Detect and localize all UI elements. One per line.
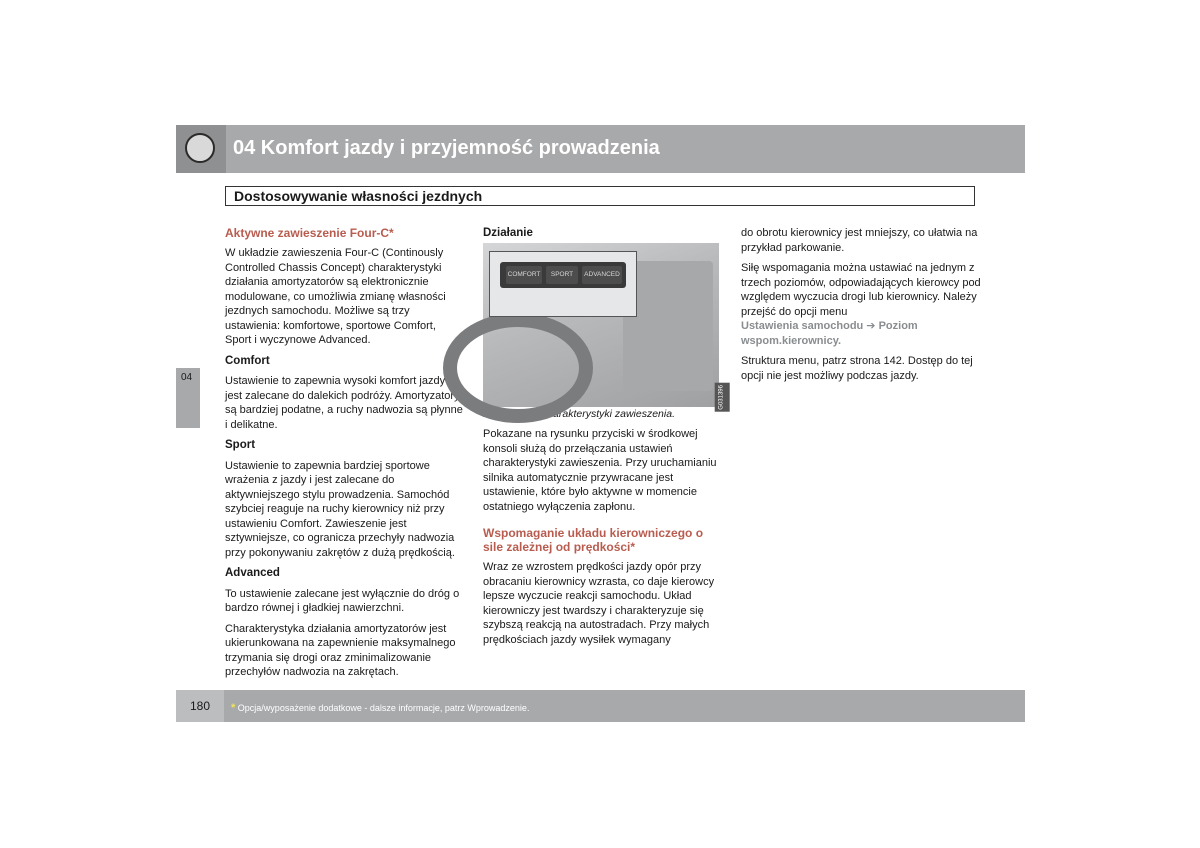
steering-wheel-illustration: [443, 313, 593, 423]
page-footer: [176, 690, 1025, 722]
figure-id: G031396: [715, 383, 730, 412]
seat-icon: [185, 133, 215, 163]
steering-text-cont: do obrotu kierownicy jest mniejszy, co ułatwia na przykład parkowanie.: [741, 227, 978, 254]
asterisk-marker: *: [231, 702, 236, 714]
chapter-title: 04 Komfort jazdy i przyjemność prowadzenia: [233, 137, 660, 159]
footer-note-text: Opcja/wyposażenie dodatkowe - dalsze informacje, patrz Wprowadzenie.: [237, 703, 530, 713]
comfort-switch: COMFORT: [506, 266, 542, 284]
sport-switch: SPORT: [546, 266, 578, 284]
page-number: 180: [190, 699, 211, 713]
suspension-switches-figure: [483, 243, 725, 410]
column-1: [225, 226, 465, 686]
steering-text: Wraz ze wzrostem prędkości jazdy opór przy obracaniu kierownicy wzrasta, co daje kierowcy lepsze wyczucie reakcji samochodu. Układ kierowniczy jest twardszy i charakteryzuje się szybszą reakcją na autostradach. Przy małych prędkościach jazdy wysiłek wymagany: [483, 561, 715, 646]
chapter-icon-box: [176, 125, 226, 173]
footer-page-box: [176, 690, 224, 722]
chapter-side-tab: [176, 368, 200, 428]
menu-structure-text: Struktura menu, patrz strona 142. Dostęp do tej opcji nie jest możliwy podczas jazdy.: [741, 355, 973, 382]
closing-text: Charakterystyka działania amortyzatorów jest ukierunkowana na zapewnienie maksymalnego trzymania się drogi oraz zminimalizowanie przechyłów nadwozia na zakrętach.: [225, 622, 456, 678]
four-c-heading: Aktywne zawieszenie Four-C*: [225, 226, 394, 240]
steering-levels-body: Siłę wspomagania można ustawiać na jednym z trzech poziomów, odpowiadających kierowcy pod względem wyczucia drogi lub kierownicy. Należy przejść do opcji menu: [741, 262, 981, 318]
dzialanie-text: Pokazane na rysunku przyciski w środkowej konsoli służą do przełączania ustawień charakterystyki zawieszenia. Przy uruchamianiu silnika automatycznie przywracane jest ustawienie, które było aktywne w momencie ostatniego wyłączenia zapłonu.: [483, 428, 717, 513]
steering-levels-text: [741, 261, 981, 348]
column-2: [483, 226, 725, 653]
column-3: [741, 226, 981, 389]
steering-heading: Wspomaganie układu kierowniczego o sile zależnej od prędkości*: [483, 526, 704, 554]
comfort-heading: Comfort: [225, 354, 270, 367]
figure-caption: Przełączniki charakterystyki zawieszenia.: [483, 407, 675, 420]
chapter-header: [176, 125, 1025, 173]
menu-path: Ustawienia samochodu ➔ Poziom wspom.kierownicy.: [741, 320, 918, 347]
advanced-heading: Advanced: [225, 567, 280, 579]
buttons-callout: [489, 251, 637, 317]
advanced-text: To ustawienie zalecane jest wyłącznie do dróg o bardzo równej i gładkiej nawierzchni.: [225, 587, 460, 614]
dzialanie-heading: Działanie: [483, 227, 533, 239]
sport-text: Ustawienie to zapewnia bardziej sportowe wrażenia z jazdy i jest zalecane do aktywniejszego stylu prowadzenia. Samochód szybciej reaguje na ruchy kierownicy niż przy ustawieniu Comfort. Zawieszenie jest sztywniejsze, co ogranicza przechyły nadwozia przy pokonywaniu zakrętów z dużą prędkością.: [225, 459, 455, 559]
comfort-text: Ustawienie to zapewnia wysoki komfort jazdy i jest zalecane do dalekich podróży. Amortyzatory są bardziej podatne, a ruchy nadwozia są płynne i delikatne.: [225, 375, 463, 431]
switch-panel: [500, 262, 626, 288]
section-header: [225, 186, 975, 206]
sport-heading: Sport: [225, 439, 256, 451]
four-c-intro: W układzie zawieszenia Four-C (Continously Controlled Chassis Concept) charakterystyki działania amortyzatorów są elektronicznie modulowane, co umożliwia zmianę własności jezdnych samochodu. Możliwe są trzy ustawienia: komfortowe, sportowe Comfort, Sport i wyczynowe Advanced.: [225, 247, 446, 346]
footer-note: [231, 702, 529, 714]
side-tab-label: 04: [181, 372, 193, 383]
advanced-switch: ADVANCED: [582, 266, 622, 284]
section-title: Dostosowywanie własności jezdnych: [234, 188, 483, 204]
